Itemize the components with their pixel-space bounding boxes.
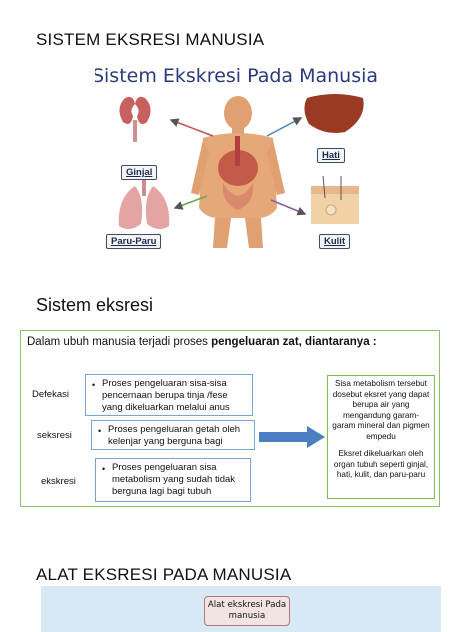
intro-text: [27, 336, 377, 348]
intro-plain: Dalam ubuh manusia terjadi proses: [27, 336, 212, 348]
arrow-to-liver: [267, 118, 301, 136]
intro-bold: pengeluaran zat, diantaranya :: [211, 336, 377, 348]
seksresi-text: Proses pengeluaran getah oleh kelenjar yang berguna bagi: [108, 424, 241, 447]
human-torso-icon: [191, 96, 285, 248]
label-liver: Hati: [317, 148, 345, 163]
excreta-info-box: [327, 375, 435, 499]
root-node: Alat ekskresi Pada manusia: [204, 596, 290, 626]
excretory-illustration: [95, 58, 380, 258]
skin-icon: [311, 176, 359, 224]
excreta-info-text-1: Sisa metabolism tersebut dosebut eksret yang dapat berupa air yang mengandung garam-garam mineral dan pigmen empedu: [332, 379, 430, 441]
bullet: •: [98, 426, 102, 436]
row-label-defekasi: Defekasi: [32, 389, 69, 400]
kidney-icon: [119, 97, 150, 142]
lungs-icon: [119, 174, 169, 229]
label-kidney: Ginjal: [121, 165, 157, 180]
bullet: •: [102, 464, 106, 474]
ekskresi-box: [95, 458, 251, 502]
liver-icon: [304, 94, 363, 133]
row-label-ekskresi: ekskresi: [41, 476, 76, 487]
bullet: •: [92, 380, 96, 390]
row-label-seksresi: seksresi: [37, 430, 72, 441]
slide2-heading: Sistem eksresi: [36, 295, 154, 315]
label-skin: Kulit: [319, 234, 350, 249]
arrow-to-kidney: [171, 120, 213, 136]
defekasi-text: Proses pengeluaran sisa-sisa pencernaan berupa tinja /fese yang dikeluarkan melalui anus: [102, 378, 230, 413]
label-lungs: Paru-Paru: [106, 234, 161, 249]
ekskresi-text: Proses pengeluaran sisa metabolism yang sudah tidak berguna lagi bagi tubuh: [112, 462, 236, 497]
excreta-info-text-2: Eksret dikeluarkan oleh organ tubuh seperti ginjal, hati, kulit, dan paru-paru: [333, 449, 429, 479]
slide3-heading: ALAT EKSRESI PADA MANUSIA: [36, 565, 292, 584]
right-arrow-icon: [259, 426, 325, 448]
seksresi-box: [91, 420, 255, 450]
slide1-heading: SISTEM EKSRESI MANUSIA: [36, 30, 265, 49]
banner-title: Sistem Ekskresi Pada Manusia: [95, 65, 379, 87]
excretion-process-box: [20, 330, 440, 507]
defekasi-box: [85, 374, 253, 416]
